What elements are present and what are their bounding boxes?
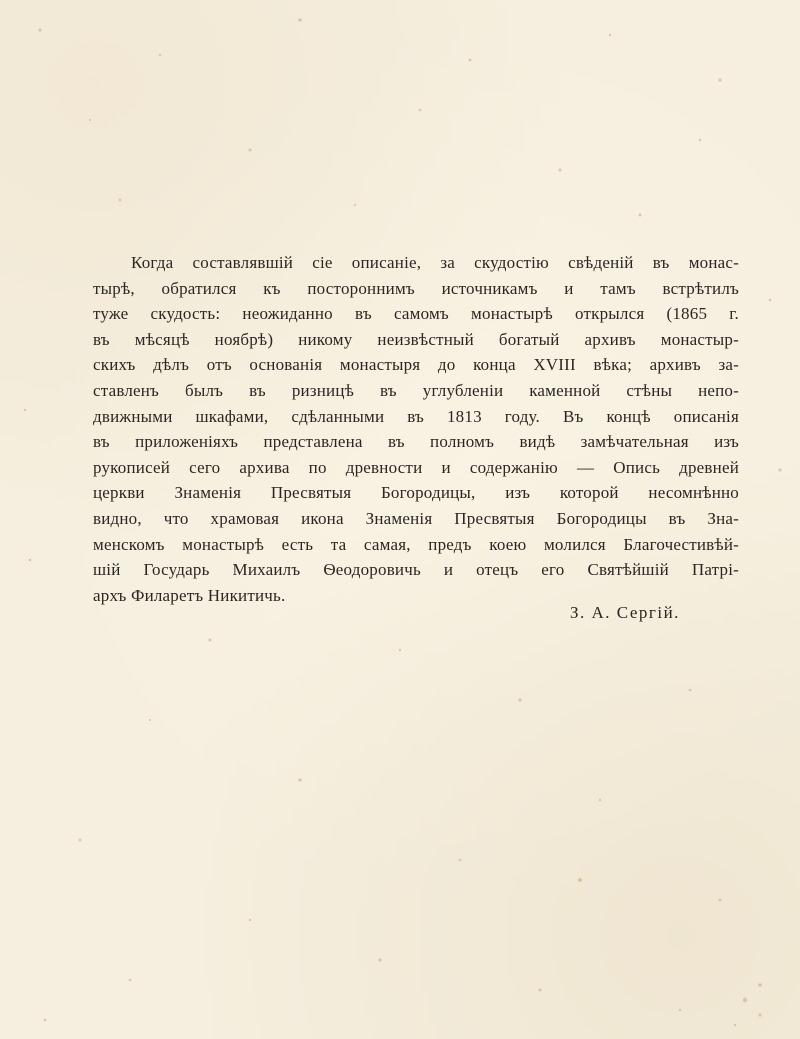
body-paragraph xyxy=(93,250,739,608)
text-line: архъ Филаретъ Никитичь. xyxy=(93,585,286,605)
text-line: видно, что храмовая икона Знаменія Пресвятыя Богородицы въ Зна- xyxy=(93,508,739,528)
text-line: движными шкафами, сдѣланными въ 1813 году. Въ концѣ описанія xyxy=(93,406,739,426)
author-signature: З. А. Сергій. xyxy=(570,603,680,622)
text-line: туже скудость: неожиданно въ самомъ монастырѣ открылся (1865 г. xyxy=(93,304,739,324)
text-line: Когда составлявшій сіе описаніе, за скудостію свѣденій въ монас- xyxy=(131,253,739,272)
text-line: рукописей сего архива по древности и содержанію — Опись древней xyxy=(93,457,739,477)
text-line: тырѣ, обратился къ постороннимъ источникамъ и тамъ встрѣтилъ xyxy=(93,278,739,298)
text-line: церкви Знаменія Пресвятыя Богородицы, изъ которой несомнѣнно xyxy=(93,483,739,503)
text-line: въ приложеніяхъ представлена въ полномъ видѣ замѣчательная изъ xyxy=(93,432,739,452)
text-line: скихъ дѣлъ отъ основанія монастыря до конца XVIII вѣка; архивъ за- xyxy=(93,355,739,375)
text-line: шій Государь Михаилъ Ѳеодоровичь и отецъ его Святѣйшій Патрі- xyxy=(93,560,739,580)
text-line: ставленъ былъ въ ризницѣ въ углубленіи каменной стѣны непо- xyxy=(93,380,739,400)
text-line: въ мѣсяцѣ ноябрѣ) никому неизвѣстный богатый архивъ монастыр- xyxy=(93,329,739,349)
text-line: менскомъ монастырѣ есть та самая, предъ коею молился Благочестивѣй- xyxy=(93,534,739,554)
